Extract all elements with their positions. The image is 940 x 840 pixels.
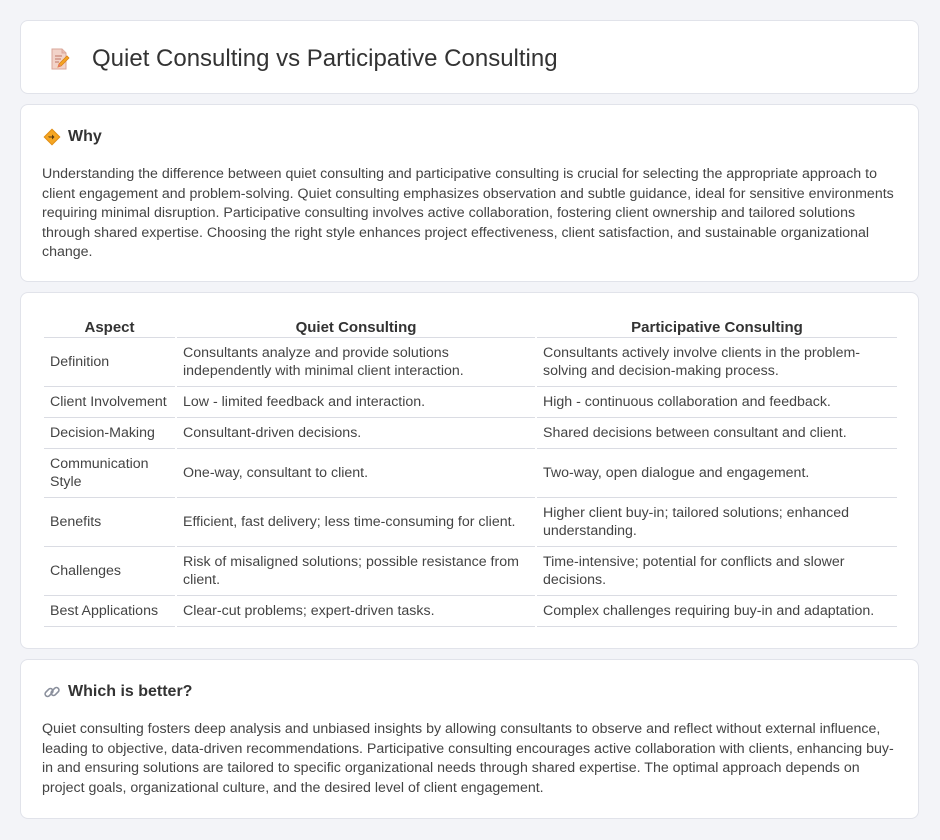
column-header-aspect: Aspect	[44, 314, 175, 338]
table-row	[44, 418, 897, 449]
cell-quiet: Low - limited feedback and interaction.	[177, 387, 535, 418]
cell-participative: Shared decisions between consultant and client.	[537, 418, 897, 449]
table-header-row	[44, 314, 897, 338]
page-title: Quiet Consulting vs Participative Consulting	[92, 45, 558, 72]
cell-quiet: Consultant-driven decisions.	[177, 418, 535, 449]
why-text: Understanding the difference between quiet consulting and participative consulting is crucial for selecting the appropriate approach to client engagement and problem-solving. Quiet consulting emphasizes observation and subtle guidance, ideal for sensitive environments requiring minimal disruption. Participative consulting involves active collaboration, fostering client ownership and tailored solutions through shared expertise. Choosing the right style enhances project effectiveness, client satisfaction, and sustainable organizational change.	[42, 166, 894, 261]
table-row	[44, 449, 897, 498]
cell-quiet: Risk of misaligned solutions; possible resistance from client.	[177, 547, 535, 596]
column-header-participative: Participative Consulting	[537, 314, 897, 338]
cell-quiet: Efficient, fast delivery; less time-consuming for client.	[177, 498, 535, 547]
cell-aspect: Definition	[44, 338, 175, 387]
cell-aspect: Challenges	[44, 547, 175, 596]
cell-aspect: Communication Style	[44, 449, 175, 498]
table-row	[44, 596, 897, 627]
cell-aspect: Benefits	[44, 498, 175, 547]
cell-quiet: Consultants analyze and provide solutions independently with minimal client interaction.	[177, 338, 535, 387]
cell-aspect: Decision-Making	[44, 418, 175, 449]
why-section	[20, 104, 919, 282]
diamond-sign-icon	[43, 128, 61, 146]
cell-participative: Two-way, open dialogue and engagement.	[537, 449, 897, 498]
why-title: Why	[68, 128, 102, 145]
cell-aspect: Best Applications	[44, 596, 175, 627]
table-row	[44, 547, 897, 596]
document-pencil-icon	[47, 47, 71, 71]
which-better-section	[20, 659, 919, 819]
column-header-quiet: Quiet Consulting	[177, 314, 535, 338]
comparison-card	[20, 292, 919, 649]
cell-aspect: Client Involvement	[44, 387, 175, 418]
better-title: Which is better?	[68, 683, 193, 700]
cell-participative: High - continuous collaboration and feedback.	[537, 387, 897, 418]
better-text: Quiet consulting fosters deep analysis and unbiased insights by allowing consultants to observe and reflect without external influence, leading to objective, data-driven recommendations. Participative consulting encourages active collaboration with clients, enhancing buy-in and ensuring solutions are tailored to specific organizational needs through shared expertise. The optimal approach depends on project goals, organizational culture, and the desired level of client engagement.	[42, 721, 894, 796]
table-row	[44, 498, 897, 547]
cell-quiet: Clear-cut problems; expert-driven tasks.	[177, 596, 535, 627]
table-row	[44, 387, 897, 418]
header-card	[20, 20, 919, 94]
cell-participative: Complex challenges requiring buy-in and adaptation.	[537, 596, 897, 627]
cell-participative: Consultants actively involve clients in the problem-solving and decision-making process.	[537, 338, 897, 387]
cell-participative: Time-intensive; potential for conflicts and slower decisions.	[537, 547, 897, 596]
cell-quiet: One-way, consultant to client.	[177, 449, 535, 498]
better-heading	[43, 682, 192, 702]
table-row	[44, 338, 897, 387]
cell-participative: Higher client buy-in; tailored solutions; enhanced understanding.	[537, 498, 897, 547]
why-heading	[43, 127, 102, 147]
comparison-table	[42, 314, 899, 627]
link-icon	[43, 683, 61, 701]
